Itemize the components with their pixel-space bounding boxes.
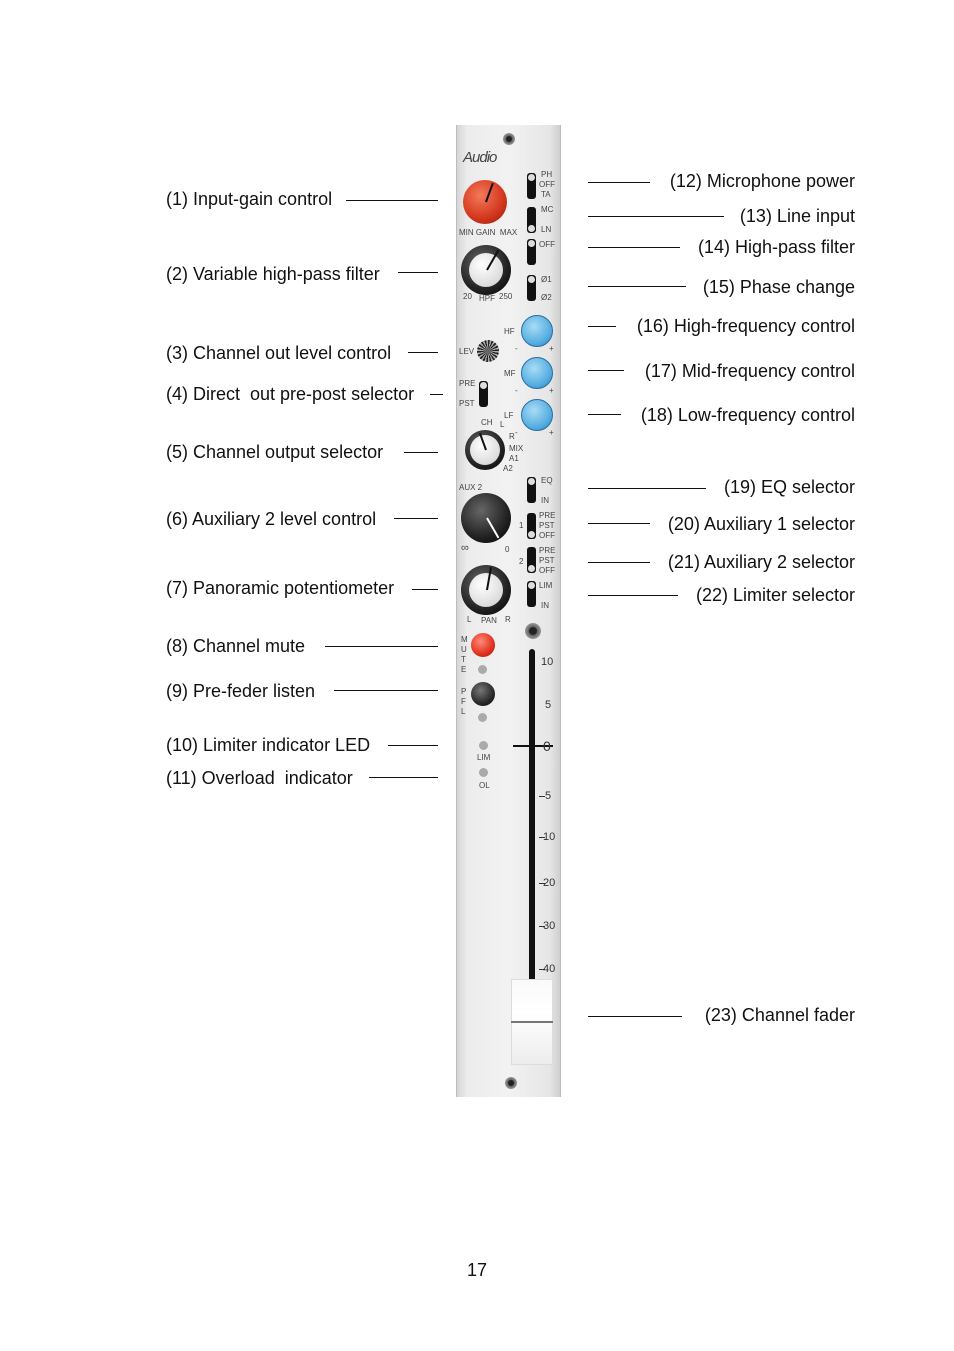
aux2-zero-label: 0 xyxy=(505,545,510,554)
leader-line xyxy=(412,589,438,590)
aux2-label: AUX 2 xyxy=(459,483,483,492)
hf-label: HF xyxy=(504,327,515,336)
lev-label: LEV xyxy=(459,347,475,356)
leader-line xyxy=(430,394,443,395)
hpf-knob[interactable] xyxy=(461,245,511,295)
lf-minus-label: - xyxy=(515,428,518,437)
pre-label: PRE xyxy=(459,379,476,388)
leader-line xyxy=(588,182,650,183)
off-label: OFF xyxy=(539,180,555,189)
aux2-level-knob[interactable] xyxy=(461,493,511,543)
pfl-led xyxy=(478,713,487,722)
label-phase-change: (15) Phase change xyxy=(702,277,855,297)
aux1-pre-label: PRE xyxy=(539,511,556,520)
aux2-number: 2 xyxy=(519,557,524,566)
pan-knob[interactable] xyxy=(461,565,511,615)
channel-output-selector-knob[interactable] xyxy=(465,430,505,470)
label-eq-selector: (19) EQ selector xyxy=(723,477,855,497)
mix-label: MIX xyxy=(509,444,524,453)
leader-line xyxy=(388,745,438,746)
brand-logo: Audio xyxy=(463,149,497,166)
phase1-label: Ø1 xyxy=(541,275,552,284)
leader-line xyxy=(588,286,686,287)
channel-strip xyxy=(456,125,561,1097)
mf-label: MF xyxy=(504,369,516,378)
lf-label: LF xyxy=(504,411,514,420)
led-lim-label: LIM xyxy=(477,753,491,762)
label-pre-fader-listen: (9) Pre-feder listen xyxy=(166,681,316,701)
mute-led xyxy=(478,665,487,674)
leader-line xyxy=(588,247,680,248)
label-channel-output-selector: (5) Channel output selector xyxy=(166,442,384,462)
aux1-selector-switch[interactable] xyxy=(527,513,536,539)
label-lf-control: (18) Low-frequency control xyxy=(640,405,855,425)
fader-scale-minus30: 30 xyxy=(543,920,556,932)
label-channel-mute: (8) Channel mute xyxy=(166,636,306,656)
screw-icon xyxy=(503,133,515,145)
fader-scale-5: 5 xyxy=(545,699,552,711)
eq-selector-switch[interactable] xyxy=(527,477,536,503)
leader-line xyxy=(325,646,438,647)
leader-line xyxy=(588,216,724,217)
gain-scale-label: MIN GAIN MAX xyxy=(459,228,518,237)
leader-line xyxy=(394,518,438,519)
pan-l-label: L xyxy=(467,615,472,624)
leader-line xyxy=(588,414,621,415)
mute-label: M U T E xyxy=(461,635,468,674)
lim-label: LIM xyxy=(539,581,553,590)
hpf-label: HPF xyxy=(479,294,495,303)
label-limiter-led: (10) Limiter indicator LED xyxy=(166,735,371,755)
ch-r-label: R xyxy=(509,432,515,441)
limiter-selector-switch[interactable] xyxy=(527,581,536,607)
ch-label: CH xyxy=(481,418,493,427)
label-pan-pot: (7) Panoramic potentiometer xyxy=(166,578,395,598)
led-ol-label: OL xyxy=(479,781,490,790)
fader-knob-line xyxy=(511,1021,553,1023)
label-limiter-selector: (22) Limiter selector xyxy=(695,585,855,605)
mf-knob[interactable] xyxy=(521,357,553,389)
ch-l-label: L xyxy=(500,420,505,429)
aux1-pst-label: PST xyxy=(539,521,555,530)
eq-label: EQ xyxy=(541,476,553,485)
a2-label: A2 xyxy=(503,464,513,473)
label-aux2-level: (6) Auxiliary 2 level control xyxy=(166,509,377,529)
screw-icon xyxy=(505,1077,517,1089)
label-aux1-selector: (20) Auxiliary 1 selector xyxy=(667,514,855,534)
limiter-led xyxy=(479,741,488,750)
aux2-selector-switch[interactable] xyxy=(527,547,536,573)
level-trim-knob[interactable] xyxy=(477,340,499,362)
mf-minus-label: - xyxy=(515,386,518,395)
label-aux2-selector: (21) Auxiliary 2 selector xyxy=(667,552,855,572)
label-direct-out-selector: (4) Direct out pre-post selector xyxy=(166,384,415,404)
hf-plus-label: + xyxy=(549,344,554,353)
ln-label: LN xyxy=(541,225,552,234)
leader-line xyxy=(588,370,624,371)
pan-label: PAN xyxy=(481,616,497,625)
fader-screw-icon xyxy=(525,623,541,639)
pst-label: PST xyxy=(459,399,475,408)
fader-scale-minus10: 10 xyxy=(543,831,556,843)
lf-knob[interactable] xyxy=(521,399,553,431)
leader-line xyxy=(588,326,616,327)
leader-line xyxy=(334,690,438,691)
leader-line xyxy=(588,523,650,524)
fader-scale-minus20: 20 xyxy=(543,877,556,889)
hpf-off-label: OFF xyxy=(539,240,555,249)
label-high-pass: (2) Variable high-pass filter xyxy=(166,264,380,284)
hf-knob[interactable] xyxy=(521,315,553,347)
fader-scale-0: 0 xyxy=(543,738,551,754)
label-hpf-switch: (14) High-pass filter xyxy=(697,237,855,257)
line-input-switch[interactable] xyxy=(527,207,536,233)
pan-r-label: R xyxy=(505,615,511,624)
lim-in-label: IN xyxy=(541,601,549,610)
pre-post-switch[interactable] xyxy=(479,381,488,407)
input-gain-knob[interactable] xyxy=(463,180,507,224)
fader-scale-minus5: 5 xyxy=(545,790,552,802)
label-line-input: (13) Line input xyxy=(739,206,855,226)
leader-line xyxy=(398,272,438,273)
mic-power-switch[interactable] xyxy=(527,173,536,199)
pfl-button[interactable] xyxy=(471,682,495,706)
leader-line xyxy=(346,200,438,201)
ta-label: TA xyxy=(541,190,551,199)
pfl-label: P F L xyxy=(461,687,467,716)
fader-track xyxy=(529,649,535,999)
aux1-off-label: OFF xyxy=(539,531,555,540)
leader-line xyxy=(408,352,438,353)
mute-button[interactable] xyxy=(471,633,495,657)
leader-line xyxy=(404,452,438,453)
phase2-label: Ø2 xyxy=(541,293,552,302)
leader-line xyxy=(369,777,438,778)
leader-line xyxy=(588,595,678,596)
hf-minus-label: - xyxy=(515,344,518,353)
aux2-off-label: OFF xyxy=(539,566,555,575)
phase-switch[interactable] xyxy=(527,275,536,301)
fader-scale-minus40: 40 xyxy=(543,963,556,975)
fader-scale-10: 10 xyxy=(541,656,554,668)
hpf-min-label: 20 xyxy=(463,292,472,301)
hpf-max-label: 250 xyxy=(499,292,513,301)
leader-line xyxy=(588,562,650,563)
overload-led xyxy=(479,768,488,777)
label-input-gain: (1) Input-gain control xyxy=(166,189,333,209)
mf-plus-label: + xyxy=(549,386,554,395)
eq-in-label: IN xyxy=(541,496,549,505)
leader-line xyxy=(588,488,706,489)
label-mic-power: (12) Microphone power xyxy=(669,171,855,191)
label-channel-fader: (23) Channel fader xyxy=(704,1005,855,1025)
label-channel-out-level: (3) Channel out level control xyxy=(166,343,392,363)
aux2-pre-label: PRE xyxy=(539,546,556,555)
leader-line xyxy=(588,1016,682,1017)
aux2-pst-label: PST xyxy=(539,556,555,565)
label-mf-control: (17) Mid-frequency control xyxy=(644,361,855,381)
hpf-switch[interactable] xyxy=(527,239,536,265)
lf-plus-label: + xyxy=(549,428,554,437)
ph-label: PH xyxy=(541,170,553,179)
a1-label: A1 xyxy=(509,454,519,463)
mc-label: MC xyxy=(541,205,554,214)
aux1-number: 1 xyxy=(519,521,524,530)
aux2-inf-label: ∞ xyxy=(461,542,469,554)
page-number: 17 xyxy=(466,1260,488,1280)
label-overload-indicator: (11) Overload indicator xyxy=(166,768,353,788)
label-hf-control: (16) High-frequency control xyxy=(636,316,855,336)
